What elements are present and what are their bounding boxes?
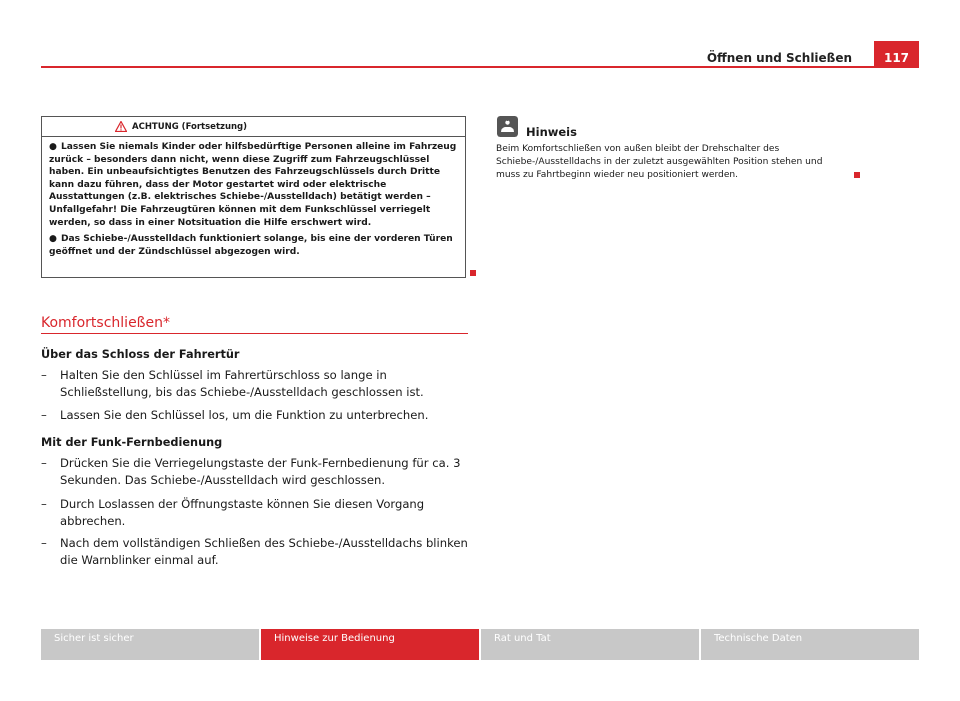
tab-hinweise-zur-bedienung[interactable]: Hinweise zur Bedienung [261,629,479,660]
bullet: ● [49,142,57,152]
dash-marker: – [41,497,47,511]
warning-item: ● Das Schiebe-/Ausstelldach funktioniert solange, bis eine der vorderen Türen geöffnet und der Zündschlüssel abgezogen wird. [49,234,453,257]
step-item: – Drücken Sie die Verriegelungstaste der Funk-Fernbedienung für ca. 3 Sekunden. Das Schiebe-/Ausstelldach wird geschlossen. [41,456,461,487]
sub-heading: Mit der Funk-Fernbedienung [41,436,223,449]
bullet: ● [49,234,57,245]
warning-box [41,116,466,278]
tab-technische-daten[interactable]: Technische Daten [701,629,919,660]
info-note-icon [497,116,518,137]
chapter-title: Öffnen und Schließen [706,51,852,65]
section-end-marker [854,172,860,178]
note-text: Beim Komfortschließen von außen bleibt der Drehschalter des Schiebe-/Ausstelldachs in der zuletzt ausgewählten Position stehen und muss zu Fahrtbeginn wieder neu positioniert werden. [496,144,823,180]
warning-triangle-icon [115,121,127,132]
page-number: 117 [874,41,919,68]
warning-body [42,137,465,258]
header-divider [41,66,874,68]
sub-heading: Über das Schloss der Fahrertür [41,348,240,361]
step-item: – Durch Loslassen der Öffnungstaste können Sie diesen Vorgang abbrechen. [41,497,425,528]
note-title: Hinweis [526,125,577,139]
warning-header [42,117,465,137]
dash-marker: – [41,368,47,382]
section-divider [41,333,468,334]
section-end-marker [470,270,476,276]
step-item: – Lassen Sie den Schlüssel los, um die Funktion zu unterbrechen. [41,408,429,422]
warning-item: ● Lassen Sie niemals Kinder oder hilfsbedürftige Personen alleine im Fahrzeug zurück – besonders dann nicht, wenn diese Zugriff zum Fahrzeugschlüssel haben. Ein unbeaufsichtigtes Benutzen des Fahrzeugschlüssels durch Dritte kann dazu führen, dass der Motor gestartet wird oder elektrische Ausstattungen (z.B. elektrisches Schiebe-/Ausstelldach) betätigt werden – Unfallgefahr! Die Fahrzeugtüren können mit dem Funkschlüssel verriegelt werden, so dass in einer Notsituation die Hilfe erschwert wird. [49,142,457,228]
step-item: – Nach dem vollständigen Schließen des Schiebe-/Ausstelldachs blinken die Warnblinker einmal auf. [41,536,468,567]
dash-marker: – [41,408,47,422]
chapter-tabs [41,629,919,660]
warning-heading: ACHTUNG (Fortsetzung) [132,121,248,132]
dash-marker: – [41,536,47,550]
section-title: Komfortschließen* [41,315,170,331]
tab-sicher-ist-sicher[interactable]: Sicher ist sicher [41,629,259,660]
step-item: – Halten Sie den Schlüssel im Fahrertürschloss so lange in Schließstellung, bis das Schiebe-/Ausstelldach geschlossen ist. [41,368,424,399]
dash-marker: – [41,456,47,470]
tab-rat-und-tat[interactable]: Rat und Tat [481,629,699,660]
